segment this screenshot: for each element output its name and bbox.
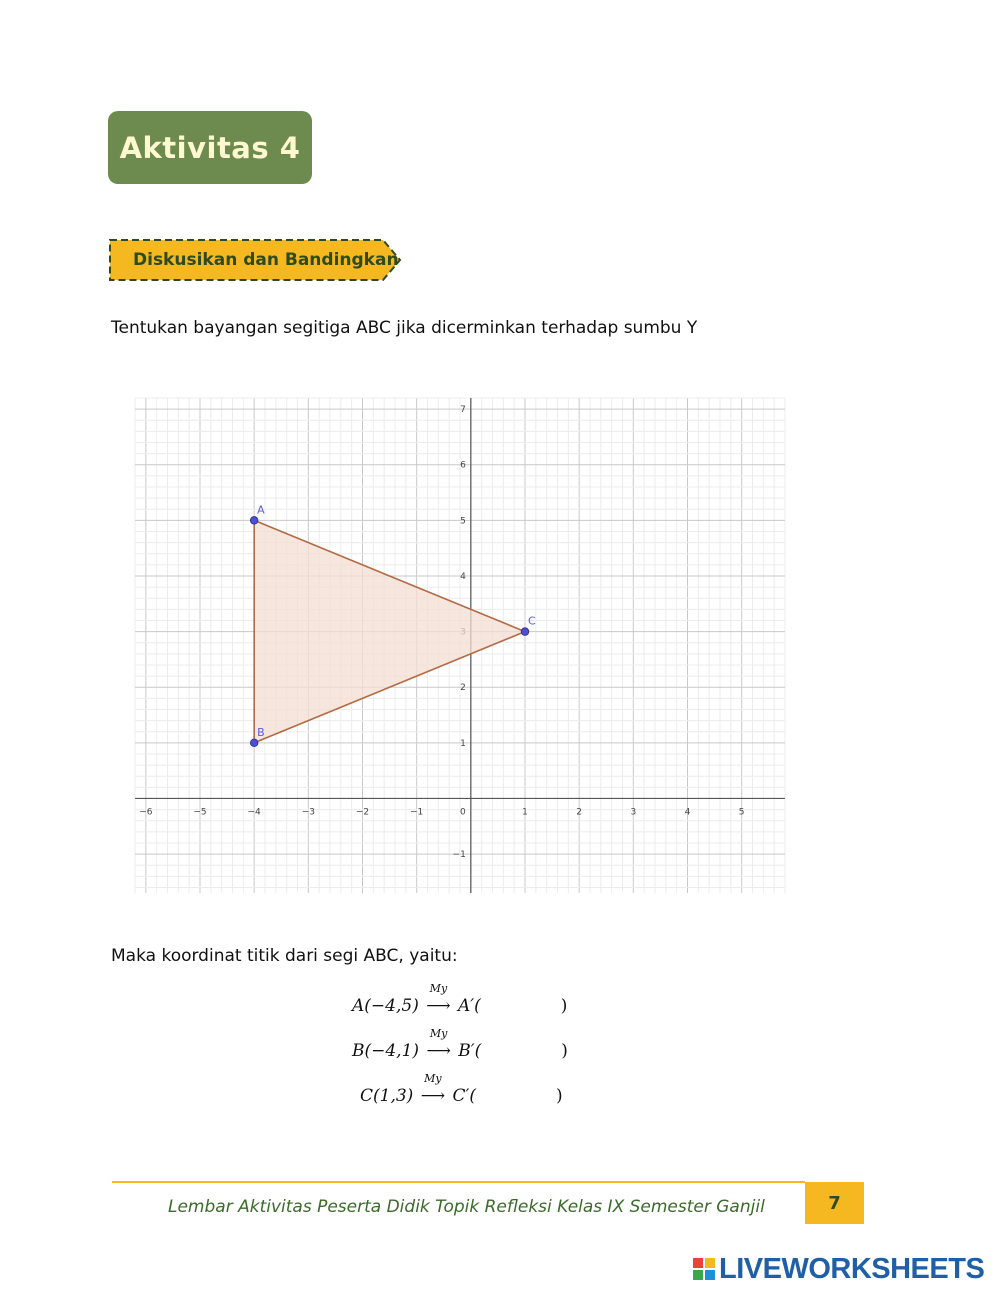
y-tick-label: 6 <box>460 460 466 471</box>
x-tick-label: −4 <box>247 807 261 818</box>
equation-c-source: C(1,3) <box>360 1086 414 1106</box>
equation-b-arrow <box>426 1027 451 1061</box>
equation-a <box>352 982 568 1016</box>
x-tick-label: 2 <box>576 807 583 818</box>
instruction-text: Tentukan bayangan segitiga ABC jika dicerminkan terhadap sumbu Y <box>111 318 698 338</box>
activity-title-badge <box>108 111 312 184</box>
equation-a-close: ) <box>560 996 568 1016</box>
x-tick-label: 1 <box>522 807 528 818</box>
arrow-icon: ⟶ <box>426 1041 451 1061</box>
point-b <box>250 739 258 747</box>
page-number: 7 <box>805 1182 864 1224</box>
x-tick-label: −1 <box>410 807 424 818</box>
point-c <box>521 628 529 636</box>
y-tick-label: −1 <box>452 850 466 861</box>
arrow-icon: ⟶ <box>426 996 451 1016</box>
liveworksheets-logo-icon <box>693 1258 715 1280</box>
result-intro: Maka koordinat titik dari segi ABC, yaitu: <box>111 946 458 966</box>
x-tick-label: 4 <box>684 807 691 818</box>
equation-b-close: ) <box>561 1041 568 1061</box>
x-tick-label: −5 <box>193 807 207 818</box>
y-tick-label: 5 <box>460 516 466 527</box>
y-tick-label: 2 <box>460 683 466 694</box>
x-tick-label: 3 <box>630 807 637 818</box>
point-label-c: C <box>528 614 536 628</box>
graph-svg <box>130 393 790 893</box>
footer-text: Lembar Aktivitas Peserta Didik Topik Refleksi Kelas IX Semester Ganjil <box>168 1197 765 1217</box>
equation-a-target: A′( <box>458 996 481 1016</box>
equation-b-source: B(−4,1) <box>352 1041 420 1061</box>
activity-title: Aktivitas 4 <box>119 130 301 165</box>
equation-a-arrow <box>426 982 451 1016</box>
equation-c-close: ) <box>556 1086 563 1106</box>
equation-a-arrow-label: My <box>429 982 448 995</box>
x-tick-label: −6 <box>139 807 153 818</box>
liveworksheets-logo[interactable] <box>693 1252 984 1286</box>
arrow-icon: ⟶ <box>420 1086 446 1106</box>
y-tick-label: 7 <box>460 405 466 416</box>
x-tick-label: 5 <box>738 807 745 818</box>
footer-divider <box>112 1181 805 1183</box>
point-label-b: B <box>257 725 265 739</box>
x-tick-label: −2 <box>355 807 370 818</box>
equation-c-arrow <box>420 1072 446 1106</box>
equation-b-arrow-label: My <box>429 1027 448 1040</box>
point-a <box>250 517 258 525</box>
x-tick-label: 0 <box>459 807 466 818</box>
equation-a-source: A(−4,5) <box>352 996 419 1016</box>
liveworksheets-logo-text: LIVEWORKSHEETS <box>719 1252 985 1285</box>
equation-b-target: B′( <box>458 1041 482 1061</box>
equation-c-target: C′( <box>452 1086 476 1106</box>
coordinate-graph <box>130 393 790 897</box>
discuss-tag <box>107 237 405 283</box>
equation-c-arrow-label: My <box>424 1072 442 1085</box>
y-tick-label: 4 <box>460 571 466 582</box>
discuss-tag-label: Diskusikan dan Bandingkan <box>133 250 399 270</box>
x-tick-label: −3 <box>301 807 315 818</box>
point-label-a: A <box>257 503 265 517</box>
equation-c <box>360 1072 563 1106</box>
equation-b <box>352 1027 568 1061</box>
y-tick-label: 1 <box>460 738 466 749</box>
